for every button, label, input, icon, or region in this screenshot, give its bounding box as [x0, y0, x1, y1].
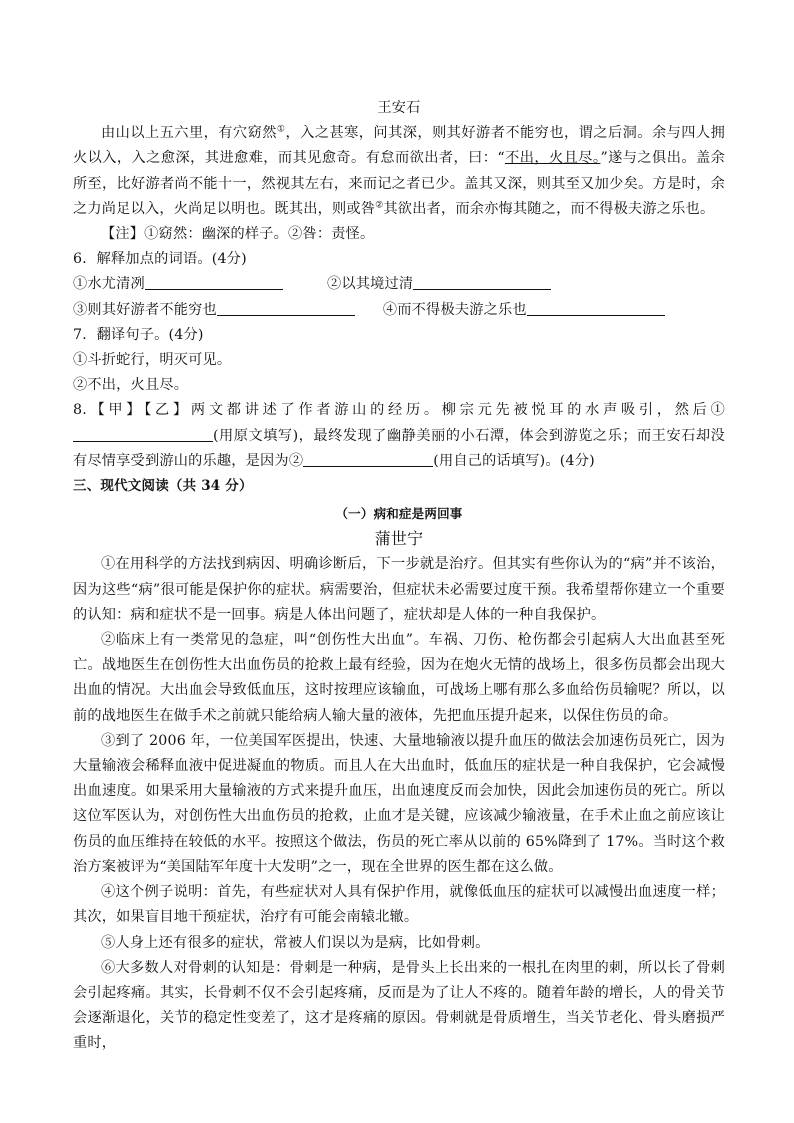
q6-item-3: ③则其好游者不能穷也	[73, 301, 217, 318]
article-paragraph-5: ⑤人身上还有很多的症状，常被人们误以为是病，比如骨刺。	[101, 934, 490, 951]
classical-passage	[73, 121, 725, 222]
question-6-title: 6．解释加点的词语。(4分)	[73, 251, 247, 268]
answer-blank[interactable]	[145, 274, 283, 290]
q8-part-2: (用原文填写)，最终发现了幽静美丽的小石潭，体会到游览之乐；而王安石却没有尽情享受到游山的乐趣，是因为②	[73, 427, 725, 469]
question-6-row-1	[73, 272, 725, 297]
answer-blank[interactable]	[527, 300, 665, 316]
answer-blank[interactable]	[303, 451, 433, 467]
q6-item-1: ①水尤清冽	[73, 276, 145, 293]
q6-item-4: ④而不得极夫游之乐也	[382, 301, 527, 318]
passage-part-3: ”遂与之俱出。盖余所至，比好游者尚不能十一，然视其左右，来而记之者已少。盖其又深，则其至又加少矣。方是时，余之力尚足以入，火尚足以明也。既其出，则或咎	[73, 150, 725, 217]
classical-author: 王安石	[377, 100, 421, 116]
annotation-note: 【注】①窈然：幽深的样子。②咎：责怪。	[101, 226, 375, 243]
passage-part-4: 其欲出者，而余亦悔其随之，而不得极夫游之乐也。	[383, 200, 715, 217]
article-paragraph-3: ③到了 2006 年，一位美国军医提出，快速、大量地输液以提升血压的做法会加速伤员死亡，因为大量输液会稀释血液中促进凝血的物质。而且人在大出血时，低血压的症状是一种自我保护，它会减慢出血速度。如果采用大量输液的方式来提升血压，出血速度反而会加快，因此会加速伤员的死亡。所以这位军医认为，对创伤性大出血伤员的抢救，止血才是关键，应该减少输液量，在手术止血之前应该让伤员的血压维持在较低的水平。按照这个做法，伤员的死亡率从以前的 65%降到了 17%。当时这个救治方案被评为“美国陆军年度十大发明”之一，现在全世界的医生都在这么做。	[73, 732, 725, 875]
q7-item-1: ①斗折蛇行，明灭可见。	[73, 352, 232, 369]
answer-blank[interactable]	[217, 300, 355, 316]
article-paragraph-6: ⑥大多数人对骨刺的认知是：骨刺是一种病，是骨头上长出来的一根扎在肉里的刺，所以长了骨刺会引起疼痛。其实，长骨刺不仅不会引起疼痛，反而是为了让人不疼的。随着年龄的增长，人的骨关节会逐渐退化，关节的稳定性变差了，这才是疼痛的原因。骨刺就是骨质增生，当关节老化、骨头磨损严重时，	[73, 959, 725, 1052]
passage-part-2: ，入之甚寒，问其深，则其好游者不能穷也，谓之后洞。余与四人拥火以入，入之愈深，其进愈难，而其见愈奇。有怠而欲出者，曰：“	[73, 125, 725, 167]
note-1-marker: ①	[276, 124, 286, 135]
article-title: （一）病和症是两回事	[335, 506, 463, 522]
underlined-quote: 不出，火且尽。	[504, 150, 601, 167]
article-paragraph-2: ②临床上有一类常见的急症，叫“创伤性大出血”。车祸、刀伤、枪伤都会引起病人大出血甚至死亡。战地医生在创伤性大出血伤员的抢救上最有经验，因为在炮火无情的战场上，很多伤员都会出现大出血的情况。大出血会导致低血压，这时按理应该输血，可战场上哪有那么多血给伤员输呢？所以，以前的战地医生在做手术之前就只能给病人输大量的液体，先把血压提升起来，以保住伤员的命。	[73, 632, 725, 724]
article-author: 蒲世宁	[374, 529, 424, 549]
q8-part-3: (用自己的话填写)。(4分)	[433, 452, 595, 469]
question-7-title: 7．翻译句子。(4分)	[73, 326, 204, 343]
q7-item-2: ②不出，火且尽。	[73, 377, 189, 394]
question-6-row-2	[73, 298, 725, 323]
q8-part-1: 8.【甲】【乙】两文都讲述了作者游山的经历。柳宗元先被悦耳的水声吸引，然后①	[73, 402, 725, 419]
article-paragraph-4: ④这个例子说明：首先，有些症状对人具有保护作用，就像低血压的症状可以减慢出血速度一样；其次，如果盲目地干预症状，治疗有可能会南辕北辙。	[73, 884, 725, 926]
passage-part-1: 由山以上五六里，有穴窈然	[101, 125, 277, 142]
question-8	[73, 398, 725, 474]
q6-item-2: ②以其境过清	[326, 276, 414, 293]
answer-blank[interactable]	[73, 426, 213, 442]
note-2-marker: ②	[375, 200, 384, 211]
answer-blank[interactable]	[413, 274, 551, 290]
section-3-title: 三、现代文阅读（共 34 分）	[73, 478, 253, 495]
page-content	[73, 96, 725, 1057]
article-paragraph-1: ①在用科学的方法找到病因、明确诊断后，下一步就是治疗。但其实有些你认为的“病”并不该治，因为这些“病”很可能是保护你的症状。病需要治，但症状未必需要过度干预。我希望帮你建立一个重要的认知：病和症状不是一回事。病是人体出问题了，症状却是人体的一种自我保护。	[73, 556, 725, 623]
